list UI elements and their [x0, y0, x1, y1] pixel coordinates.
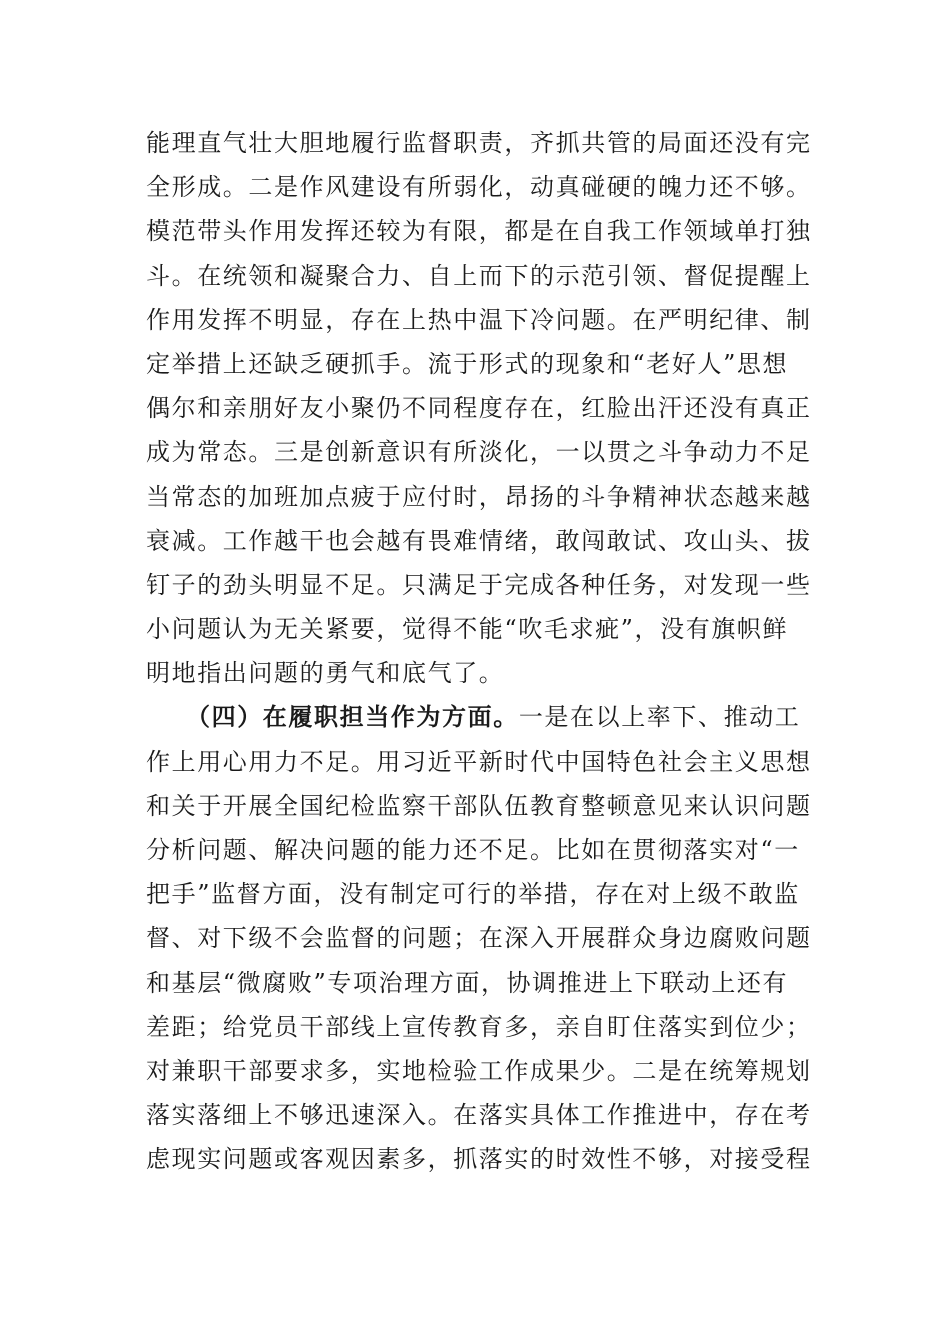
text-line: 对兼职干部要求多，实地检验工作成果少。二是在统筹规划 [146, 1056, 812, 1085]
text-line: 当常态的加班加点疲于应付时，昂扬的斗争精神状态越来越 [146, 482, 812, 511]
text-line: 成为常态。三是创新意识有所淡化，一以贯之斗争动力不足 [146, 438, 812, 467]
text-line: 能理直气壮大胆地履行监督职责，齐抓共管的局面还没有完 [146, 129, 812, 157]
text-line: 虑现实问题或客观因素多，抓落实的时效性不够，对接受程 [146, 1145, 812, 1174]
text-line: 定举措上还缺乏硬抓手。流于形式的现象和“老好人”思想 [146, 349, 789, 378]
body-text [146, 121, 816, 1182]
text-line: 督、对下级不会监督的问题；在深入开展群众身边腐败问题 [146, 924, 812, 953]
text-line: 斗。在统领和凝聚合力、自上而下的示范引领、督促提醒上 [146, 261, 812, 290]
text-line: 落实落细上不够迅速深入。在落实具体工作推进中，存在考 [146, 1101, 812, 1130]
text-line: 作用发挥不明显，存在上热中温下冷问题。在严明纪律、制 [146, 305, 812, 334]
section-four-lead-text: 一是在以上率下、推动工 [518, 703, 801, 732]
text-line: 小问题认为无关紧要，觉得不能“吹毛求疵”，没有旗帜鲜 [146, 615, 789, 644]
text-line: 作上用心用力不足。用习近平新时代中国特色社会主义思想 [146, 747, 812, 776]
section-four-first-line [146, 695, 816, 739]
text-line: 全形成。二是作风建设有所弱化，动真碰硬的魄力还不够。 [146, 173, 812, 202]
text-line: 分析问题、解决问题的能力还不足。比如在贯彻落实对“一 [146, 836, 800, 864]
text-line: 钉子的劲头明显不足。只满足于完成各种任务，对发现一些 [146, 570, 812, 599]
text-line: 差距；给党员干部线上宣传教育多，亲自盯住落实到位少； [146, 1012, 812, 1041]
text-line: 和基层“微腐败”专项治理方面，协调推进上下联动上还有 [146, 968, 789, 997]
text-line: 模范带头作用发挥还较为有限，都是在自我工作领域单打独 [146, 217, 812, 246]
text-line: 把手”监督方面，没有制定可行的举措，存在对上级不敢监 [146, 880, 800, 909]
text-line: 偶尔和亲朋好友小聚仍不同程度存在，红脸出汗还没有真正 [146, 394, 812, 423]
text-line: 衰减。工作越干也会越有畏难情绪，敢闯敢试、攻山头、拔 [146, 526, 812, 555]
section-four-heading: （四）在履职担当作为方面。 [186, 703, 519, 732]
text-line: 和关于开展全国纪检监察干部队伍教育整顿意见来认识问题 [146, 791, 812, 820]
text-line: 明地指出问题的勇气和底气了。 [146, 659, 505, 688]
